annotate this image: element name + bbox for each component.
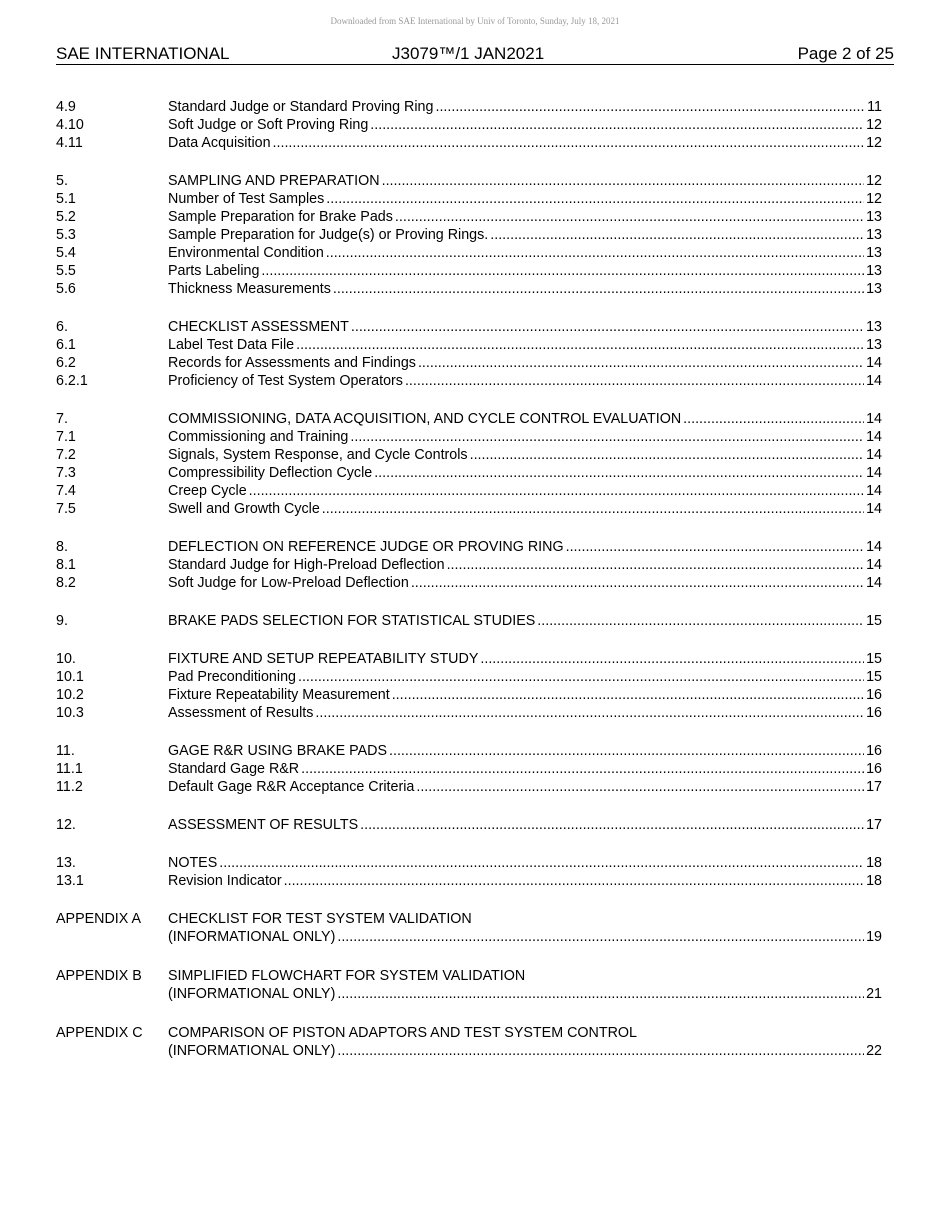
toc-section (56, 612, 882, 630)
toc-entry (56, 778, 882, 796)
toc-section-number: 10. (56, 651, 76, 667)
header-document-id: J3079™/1 JAN2021 (392, 44, 545, 63)
toc-entry-title: Standard Judge for High-Preload Deflection (168, 557, 445, 573)
toc-entry-line (168, 668, 882, 686)
toc-dot-leader (566, 538, 865, 556)
toc-entry (56, 574, 882, 592)
toc-dot-leader (447, 556, 865, 574)
toc-entry-line (168, 704, 882, 722)
toc-entry-line (168, 190, 882, 208)
toc-page-number: 22 (866, 1043, 882, 1059)
table-of-contents (56, 98, 882, 1081)
toc-section-number: 4.9 (56, 99, 76, 115)
toc-entry-line (168, 778, 882, 796)
toc-entry-line (168, 244, 882, 262)
toc-section (56, 742, 882, 796)
toc-section-number: 8.2 (56, 575, 76, 591)
toc-dot-leader (326, 190, 864, 208)
toc-section (56, 410, 882, 518)
toc-page-number: 14 (866, 465, 882, 481)
toc-section-number: 11. (56, 743, 75, 759)
toc-dot-leader (405, 372, 864, 390)
toc-entry (56, 464, 882, 482)
toc-page-number: 16 (866, 761, 882, 777)
toc-page-number: 13 (866, 227, 882, 243)
toc-page-number: 13 (866, 245, 882, 261)
toc-dot-leader (382, 172, 865, 190)
toc-dot-leader (261, 262, 864, 280)
toc-entry (56, 354, 882, 372)
toc-dot-leader (490, 226, 864, 244)
toc-dot-leader (333, 280, 864, 298)
toc-entry (56, 742, 882, 760)
toc-dot-leader (337, 928, 864, 946)
toc-entry (56, 98, 882, 116)
download-watermark: Downloaded from SAE International by Univ of Toronto, Sunday, July 18, 2021 (330, 16, 620, 26)
toc-dot-leader (249, 482, 864, 500)
toc-entry-line (168, 464, 882, 482)
toc-page-number: 18 (866, 855, 882, 871)
toc-entry-line (168, 226, 882, 244)
toc-entry (56, 280, 882, 298)
toc-section-number: 7.4 (56, 483, 76, 499)
toc-section (56, 854, 882, 890)
toc-entry-line (168, 428, 882, 446)
toc-entry-title: Proficiency of Test System Operators (168, 373, 403, 389)
toc-dot-leader (360, 816, 864, 834)
toc-dot-leader (284, 872, 864, 890)
toc-entry-line (168, 208, 882, 226)
toc-section-number: 11.1 (56, 761, 83, 777)
toc-dot-leader (537, 612, 864, 630)
toc-dot-leader (273, 134, 865, 152)
toc-entry-title: Compressibility Deflection Cycle (168, 465, 373, 481)
toc-entry (56, 500, 882, 518)
toc-entry-title: Sample Preparation for Brake Pads (168, 209, 393, 225)
toc-entry (56, 116, 882, 134)
toc-entry-line (168, 742, 882, 760)
toc-entry-line (168, 985, 882, 1003)
toc-section (56, 538, 882, 592)
toc-page-number: 13 (866, 263, 882, 279)
toc-section-number: 4.10 (56, 117, 84, 133)
toc-page-number: 12 (866, 117, 882, 133)
toc-entry (56, 208, 882, 226)
toc-entry-title: SAMPLING AND PREPARATION (168, 173, 380, 189)
toc-page-number: 15 (866, 651, 882, 667)
toc-entry-line (168, 760, 882, 778)
appendix-title: CHECKLIST FOR TEST SYSTEM VALIDATION (168, 911, 472, 927)
toc-entry-line (168, 446, 882, 464)
toc-entry-line (168, 500, 882, 518)
toc-page-number: 15 (866, 613, 882, 629)
toc-page-number: 13 (866, 319, 882, 335)
toc-entry-title: Fixture Repeatability Measurement (168, 687, 390, 703)
toc-entry-line (168, 336, 882, 354)
toc-section-number: 13.1 (56, 873, 84, 889)
toc-entry (56, 538, 882, 556)
toc-entry-line (168, 612, 882, 630)
toc-dot-leader (219, 854, 864, 872)
toc-entry-line (168, 280, 882, 298)
toc-dot-leader (389, 742, 864, 760)
toc-section-number: 10.3 (56, 705, 84, 721)
toc-entry-title: Environmental Condition (168, 245, 324, 261)
toc-dot-leader (374, 464, 864, 482)
toc-entry-title: GAGE R&R USING BRAKE PADS (168, 743, 388, 759)
toc-entry-line (168, 1042, 882, 1060)
toc-appendix-entry (56, 910, 882, 946)
toc-entry (56, 244, 882, 262)
toc-entry (56, 372, 882, 390)
toc-page-number: 19 (866, 929, 882, 945)
toc-entry (56, 612, 882, 630)
toc-entry-line (168, 354, 882, 372)
toc-entry (56, 410, 882, 428)
toc-section-number: 5.3 (56, 227, 76, 243)
toc-entry (56, 854, 882, 872)
toc-dot-leader (435, 98, 865, 116)
toc-entry-line (168, 172, 882, 190)
toc-entry-line (168, 556, 882, 574)
toc-entry-line (168, 262, 882, 280)
toc-entry-title: BRAKE PADS SELECTION FOR STATISTICAL STUDIES (168, 613, 536, 629)
toc-entry-title: Soft Judge or Soft Proving Ring (168, 117, 369, 133)
toc-entry-title: COMMISSIONING, DATA ACQUISITION, AND CYCLE CONTROL EVALUATION (168, 411, 682, 427)
toc-appendix-entry (56, 967, 882, 1003)
toc-page-number: 13 (866, 337, 882, 353)
toc-entry-title: Assessment of Results (168, 705, 314, 721)
toc-section-number: 10.2 (56, 687, 84, 703)
appendix-label: APPENDIX A (56, 911, 142, 927)
toc-entry (56, 482, 882, 500)
toc-entry-line (168, 650, 882, 668)
toc-entry-title: Standard Judge or Standard Proving Ring (168, 99, 434, 115)
toc-entry-line (168, 482, 882, 500)
toc-section-number: 5.1 (56, 191, 76, 207)
toc-section (56, 816, 882, 834)
toc-page-number: 11 (867, 99, 882, 115)
toc-dot-leader (395, 208, 864, 226)
toc-entry-line (168, 134, 882, 152)
toc-entry (56, 262, 882, 280)
toc-page-number: 14 (866, 501, 882, 517)
toc-page-number: 14 (866, 557, 882, 573)
page-header (56, 44, 894, 65)
toc-entry-title: NOTES (168, 855, 218, 871)
toc-entry (56, 336, 882, 354)
toc-page-number: 14 (866, 429, 882, 445)
toc-entry (56, 226, 882, 244)
toc-section-number: 5.2 (56, 209, 76, 225)
toc-section (56, 172, 882, 298)
toc-entry-line (168, 372, 882, 390)
toc-dot-leader (337, 985, 864, 1003)
toc-page-number: 18 (866, 873, 882, 889)
toc-entry-line (168, 816, 882, 834)
toc-page-number: 17 (866, 779, 882, 795)
toc-entry-title: Creep Cycle (168, 483, 247, 499)
toc-entry-title: DEFLECTION ON REFERENCE JUDGE OR PROVING RING (168, 539, 564, 555)
toc-entry (56, 650, 882, 668)
toc-entry-title: Number of Test Samples (168, 191, 325, 207)
toc-section-number: 8.1 (56, 557, 76, 573)
toc-entry (56, 816, 882, 834)
toc-entry-title: Sample Preparation for Judge(s) or Proving Rings. (168, 227, 489, 243)
toc-section-number: 13. (56, 855, 76, 871)
toc-page-number: 14 (866, 539, 882, 555)
toc-page-number: 16 (866, 687, 882, 703)
toc-section-number: 11.2 (56, 779, 83, 795)
toc-page-number: 13 (866, 209, 882, 225)
appendix-subtitle: (INFORMATIONAL ONLY) (168, 929, 336, 945)
toc-section-number: 7.5 (56, 501, 76, 517)
toc-dot-leader (298, 668, 864, 686)
toc-entry-title: FIXTURE AND SETUP REPEATABILITY STUDY (168, 651, 479, 667)
toc-dot-leader (315, 704, 864, 722)
toc-section-number: 4.11 (56, 135, 83, 151)
toc-section-number: 5. (56, 173, 68, 189)
appendix-subtitle: (INFORMATIONAL ONLY) (168, 986, 336, 1002)
toc-section-number: 12. (56, 817, 76, 833)
toc-entry-line (168, 574, 882, 592)
toc-entry-title: Swell and Growth Cycle (168, 501, 320, 517)
toc-dot-leader (411, 574, 864, 592)
toc-dot-leader (301, 760, 864, 778)
toc-section-number: 8. (56, 539, 68, 555)
toc-dot-leader (683, 410, 864, 428)
toc-page-number: 16 (866, 705, 882, 721)
toc-entry-line (168, 854, 882, 872)
toc-page-number: 14 (866, 447, 882, 463)
toc-section-number: 6.1 (56, 337, 76, 353)
appendix-title: COMPARISON OF PISTON ADAPTORS AND TEST SYSTEM CONTROL (168, 1025, 637, 1041)
toc-entry-title: Commissioning and Training (168, 429, 349, 445)
toc-section-number: 7.3 (56, 465, 76, 481)
toc-page-number: 15 (866, 669, 882, 685)
toc-section (56, 98, 882, 152)
toc-entry (56, 556, 882, 574)
toc-entry-title: Signals, System Response, and Cycle Controls (168, 447, 468, 463)
header-organization: SAE INTERNATIONAL (56, 44, 230, 63)
toc-dot-leader (480, 650, 864, 668)
toc-entry (56, 318, 882, 336)
toc-entry (56, 446, 882, 464)
toc-entry-title: Pad Preconditioning (168, 669, 296, 685)
toc-entry (56, 134, 882, 152)
toc-dot-leader (337, 1042, 864, 1060)
toc-entry-title: Standard Gage R&R (168, 761, 300, 777)
toc-section-number: 5.5 (56, 263, 76, 279)
toc-entry-line (168, 872, 882, 890)
toc-page-number: 12 (866, 191, 882, 207)
toc-dot-leader (470, 446, 865, 464)
toc-page-number: 12 (866, 135, 882, 151)
toc-entry-title: Parts Labeling (168, 263, 260, 279)
toc-entry (56, 172, 882, 190)
toc-section-number: 7.1 (56, 429, 76, 445)
toc-dot-leader (418, 354, 864, 372)
toc-section (56, 650, 882, 722)
toc-page-number: 14 (866, 373, 882, 389)
toc-entry-line (168, 318, 882, 336)
toc-section-number: 6. (56, 319, 68, 335)
toc-entry (56, 760, 882, 778)
toc-section-number: 10.1 (56, 669, 84, 685)
toc-page-number: 14 (866, 355, 882, 371)
toc-entry-title: ASSESSMENT OF RESULTS (168, 817, 359, 833)
toc-entry (56, 872, 882, 890)
header-page-number: Page 2 of 25 (797, 44, 894, 63)
toc-entry-line (168, 98, 882, 116)
toc-entry-title: CHECKLIST ASSESSMENT (168, 319, 349, 335)
toc-page-number: 17 (866, 817, 882, 833)
toc-dot-leader (350, 428, 864, 446)
toc-entry-line (168, 410, 882, 428)
toc-section (56, 318, 882, 390)
toc-entry-title: Records for Assessments and Findings (168, 355, 416, 371)
toc-dot-leader (351, 318, 864, 336)
toc-section-number: 7. (56, 411, 68, 427)
toc-entry-line (168, 538, 882, 556)
toc-entry (56, 686, 882, 704)
toc-entry (56, 428, 882, 446)
toc-dot-leader (326, 244, 864, 262)
toc-page-number: 16 (866, 743, 882, 759)
toc-entry (56, 190, 882, 208)
toc-page-number: 21 (866, 986, 882, 1002)
toc-dot-leader (296, 336, 864, 354)
toc-entry-line (168, 116, 882, 134)
toc-section-number: 5.6 (56, 281, 76, 297)
toc-entry-title: Default Gage R&R Acceptance Criteria (168, 779, 415, 795)
toc-entry (56, 704, 882, 722)
toc-section-number: 9. (56, 613, 68, 629)
toc-page-number: 14 (866, 483, 882, 499)
toc-entry (56, 668, 882, 686)
toc-dot-leader (370, 116, 864, 134)
toc-section-number: 6.2 (56, 355, 76, 371)
appendix-subtitle: (INFORMATIONAL ONLY) (168, 1043, 336, 1059)
appendix-label: APPENDIX C (56, 1025, 143, 1041)
toc-section-number: 6.2.1 (56, 373, 88, 389)
toc-entry-title: Revision Indicator (168, 873, 282, 889)
toc-dot-leader (322, 500, 864, 518)
toc-dot-leader (416, 778, 864, 796)
toc-entry-line (168, 686, 882, 704)
toc-entry-title: Label Test Data File (168, 337, 295, 353)
toc-section-number: 7.2 (56, 447, 76, 463)
toc-dot-leader (392, 686, 864, 704)
toc-entry-line (168, 928, 882, 946)
toc-entry-title: Soft Judge for Low-Preload Deflection (168, 575, 409, 591)
toc-section-number: 5.4 (56, 245, 76, 261)
toc-entry-title: Thickness Measurements (168, 281, 331, 297)
toc-entry-title: Data Acquisition (168, 135, 271, 151)
toc-page-number: 13 (866, 281, 882, 297)
toc-page-number: 12 (866, 173, 882, 189)
appendix-label: APPENDIX B (56, 968, 142, 984)
toc-page-number: 14 (866, 411, 882, 427)
toc-appendix-entry (56, 1024, 882, 1060)
toc-page-number: 14 (866, 575, 882, 591)
appendix-title: SIMPLIFIED FLOWCHART FOR SYSTEM VALIDATION (168, 968, 526, 984)
